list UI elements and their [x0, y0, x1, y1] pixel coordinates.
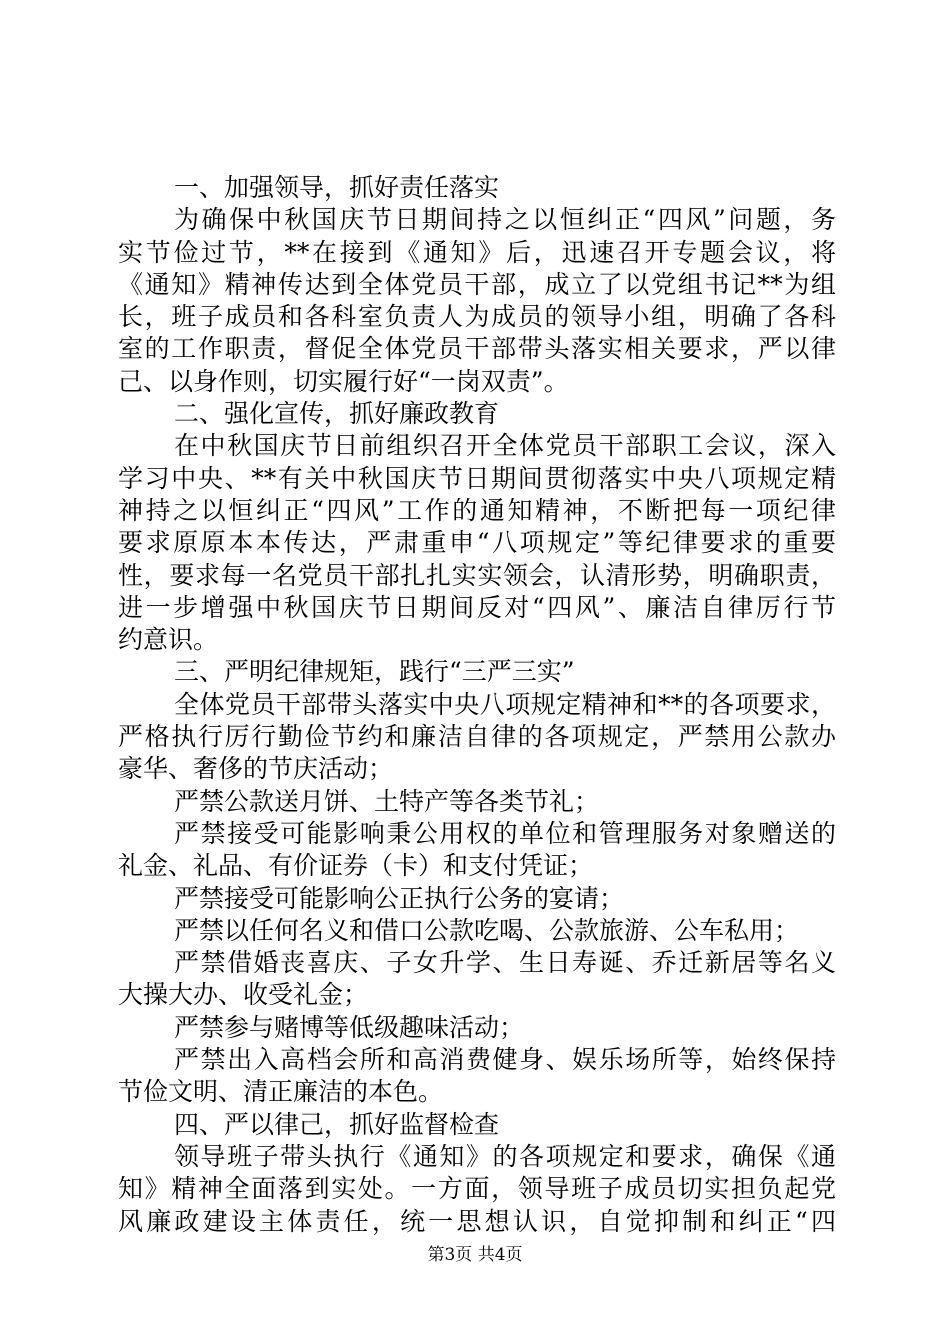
paragraph-line: 神持之以恒纠正“四风”工作的通知精神，不断把每一项纪律 — [118, 495, 836, 525]
paragraph-line: 要求原原本本传达，严肃重申“八项规定”等纪律要求的重要 — [118, 528, 836, 558]
paragraph-line: 严禁以任何名义和借口公款吃喝、公款旅游、公车私用； — [174, 915, 800, 945]
paragraph-line: 风廉政建设主体责任，统一思想认识，自觉抑制和纠正“四 — [118, 1206, 836, 1236]
paragraph-line: 室的工作职责，督促全体党员干部带头落实相关要求，严以律 — [118, 334, 836, 364]
paragraph-line: 严格执行厉行勤俭节约和廉洁自律的各项规定，严禁用公款办 — [118, 722, 836, 752]
section-heading-3: 三、严明纪律规矩，践行“三严三实” — [174, 657, 575, 687]
paragraph-line: 学习中央、**有关中秋国庆节日期间贯彻落实中央八项规定精 — [118, 463, 836, 493]
paragraph-line: 知》精神全面落到实处。一方面，领导班子成员切实担负起党 — [118, 1174, 836, 1204]
paragraph-line: 全体党员干部带头落实中央八项规定精神和**的各项要求， — [174, 689, 836, 719]
paragraph-line: 领导班子带头执行《通知》的各项规定和要求，确保《通 — [174, 1141, 836, 1171]
paragraph-line: 长，班子成员和各科室负责人为成员的领导小组，明确了各科 — [118, 302, 836, 332]
paragraph-line: 《通知》精神传达到全体党员干部，成立了以党组书记**为组 — [118, 269, 836, 299]
paragraph-line: 实节俭过节，**在接到《通知》后，迅速召开专题会议，将 — [118, 237, 836, 267]
paragraph-line: 性，要求每一名党员干部扎扎实实领会，认清形势，明确职责， — [118, 560, 836, 590]
paragraph-line: 己、以身作则，切实履行好“一岗双责”。 — [118, 366, 569, 396]
paragraph-line: 严禁接受可能影响公正执行公务的宴请； — [174, 883, 625, 913]
paragraph-line: 大操大办、收受礼金； — [118, 980, 369, 1010]
page-number-footer: 第3页 共4页 — [427, 1245, 523, 1265]
paragraph-line: 严禁接受可能影响秉公用权的单位和管理服务对象赠送的 — [174, 818, 836, 848]
paragraph-line: 为确保中秋国庆节日期间持之以恒纠正“四风”问题，务 — [174, 205, 836, 235]
paragraph-line: 豪华、奢侈的节庆活动； — [118, 754, 394, 784]
paragraph-line: 严禁参与赌博等低级趣味活动； — [174, 1012, 525, 1042]
section-heading-4: 四、严以律己，抓好监督检查 — [174, 1109, 500, 1139]
paragraph-line: 约意识。 — [118, 625, 219, 655]
paragraph-line: 节俭文明、清正廉洁的本色。 — [118, 1077, 444, 1107]
paragraph-line: 在中秋国庆节日前组织召开全体党员干部职工会议，深入 — [174, 431, 836, 461]
paragraph-line: 礼金、礼品、有价证券（卡）和支付凭证； — [118, 851, 594, 881]
section-heading-1: 一、加强领导，抓好责任落实 — [174, 173, 500, 202]
paragraph-line: 严禁公款送月饼、土特产等各类节礼； — [174, 786, 600, 816]
document-body — [118, 172, 836, 1238]
paragraph-line: 进一步增强中秋国庆节日期间反对“四风”、廉洁自律厉行节 — [118, 592, 836, 622]
section-heading-2: 二、强化宣传，抓好廉政教育 — [174, 399, 500, 429]
paragraph-line: 严禁出入高档会所和高消费健身、娱乐场所等，始终保持 — [174, 1045, 836, 1075]
paragraph-line: 严禁借婚丧喜庆、子女升学、生日寿诞、乔迁新居等名义 — [174, 948, 836, 978]
